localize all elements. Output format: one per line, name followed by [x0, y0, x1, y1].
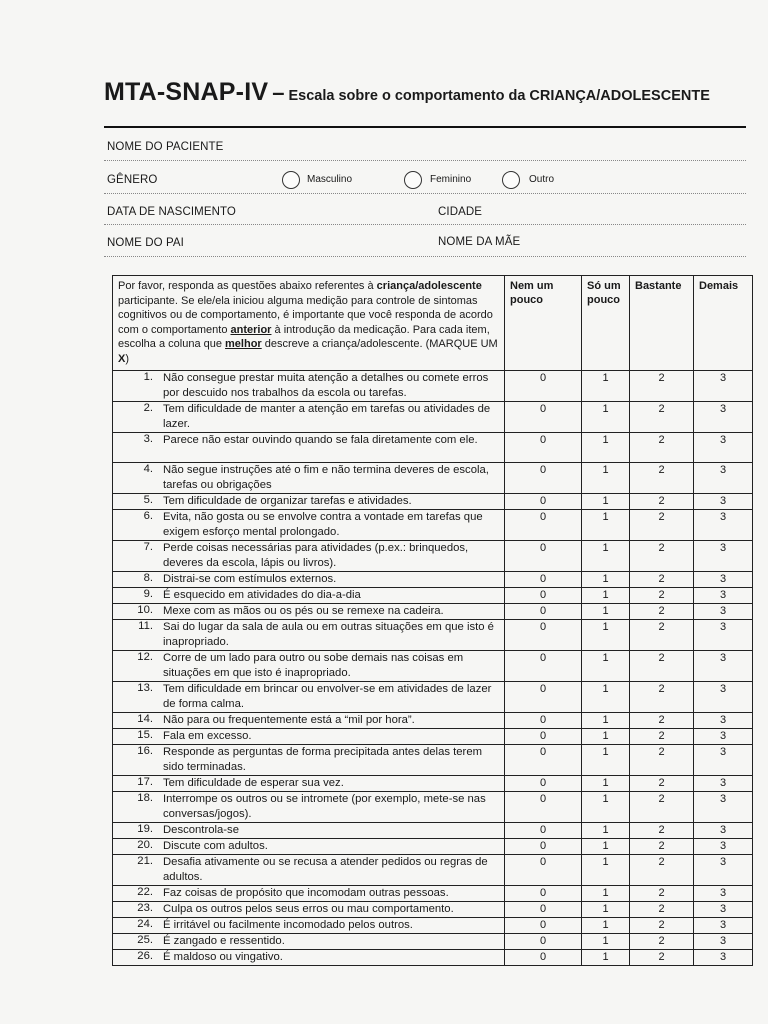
answer-option-3[interactable]: 3 — [694, 432, 753, 462]
answer-option-0[interactable]: 0 — [505, 791, 582, 822]
question-text: Culpa os outros pelos seus erros ou mau comportamento. — [163, 902, 454, 915]
question-cell — [113, 822, 505, 838]
question-number: 23. — [137, 901, 153, 914]
answer-option-3[interactable]: 3 — [694, 744, 753, 775]
question-text: É irritável ou facilmente incomodado pelos outros. — [163, 918, 413, 931]
answer-option-3[interactable]: 3 — [694, 587, 753, 603]
answer-option-1[interactable]: 1 — [582, 901, 630, 917]
gender-line — [104, 193, 746, 194]
answer-option-3[interactable]: 3 — [694, 838, 753, 854]
radio-feminino[interactable] — [404, 171, 422, 189]
answer-option-0[interactable]: 0 — [505, 493, 582, 509]
question-number: 16. — [137, 744, 153, 757]
gender-label: GÊNERO — [107, 174, 158, 186]
header-bastante: Bastante — [630, 276, 694, 371]
question-number: 6. — [143, 509, 153, 522]
question-cell — [113, 854, 505, 885]
answer-option-0[interactable]: 0 — [505, 838, 582, 854]
table-row — [113, 571, 753, 587]
answer-option-0[interactable]: 0 — [505, 681, 582, 712]
answer-option-1[interactable]: 1 — [582, 949, 630, 965]
answer-option-0[interactable]: 0 — [505, 901, 582, 917]
radio-outro[interactable] — [502, 171, 520, 189]
answer-option-0[interactable]: 0 — [505, 885, 582, 901]
answer-option-2[interactable]: 2 — [630, 432, 694, 462]
answer-option-2[interactable]: 2 — [630, 744, 694, 775]
answer-option-3[interactable]: 3 — [694, 370, 753, 401]
answer-option-2[interactable]: 2 — [630, 571, 694, 587]
header-so-um-pouco: Só um pouco — [582, 276, 630, 371]
table-row — [113, 587, 753, 603]
answer-option-3[interactable]: 3 — [694, 775, 753, 791]
answer-option-1[interactable]: 1 — [582, 854, 630, 885]
question-cell — [113, 775, 505, 791]
title-rule — [104, 126, 746, 128]
question-text: Descontrola-se — [163, 823, 239, 836]
answer-option-0[interactable]: 0 — [505, 744, 582, 775]
table-row — [113, 949, 753, 965]
answer-option-0[interactable]: 0 — [505, 775, 582, 791]
table-row — [113, 885, 753, 901]
answer-option-2[interactable]: 2 — [630, 838, 694, 854]
answer-option-2[interactable]: 2 — [630, 949, 694, 965]
answer-option-1[interactable]: 1 — [582, 432, 630, 462]
answer-option-2[interactable]: 2 — [630, 885, 694, 901]
question-text: Distrai-se com estímulos externos. — [163, 572, 337, 585]
question-cell — [113, 619, 505, 650]
answer-option-0[interactable]: 0 — [505, 370, 582, 401]
question-text: Não segue instruções até o fim e não termina deveres de escola, tarefas ou obrigações — [163, 463, 489, 491]
answer-option-1[interactable]: 1 — [582, 838, 630, 854]
question-number: 13. — [137, 681, 153, 694]
question-number: 7. — [143, 540, 153, 553]
answer-option-1[interactable]: 1 — [582, 744, 630, 775]
answer-option-0[interactable]: 0 — [505, 933, 582, 949]
answer-option-1[interactable]: 1 — [582, 493, 630, 509]
question-cell — [113, 650, 505, 681]
title-main: MTA-SNAP-IV — [104, 78, 269, 106]
question-text: Sai do lugar da sala de aula ou em outras situações em que isto é inapropriado. — [163, 620, 494, 648]
answer-option-3[interactable]: 3 — [694, 917, 753, 933]
birth-date-label: DATA DE NASCIMENTO — [107, 206, 236, 218]
question-number: 8. — [143, 571, 153, 584]
answer-option-1[interactable]: 1 — [582, 650, 630, 681]
answer-option-0[interactable]: 0 — [505, 854, 582, 885]
answer-option-0[interactable]: 0 — [505, 917, 582, 933]
question-text: É zangado e ressentido. — [163, 934, 285, 947]
table-row — [113, 370, 753, 401]
table-row — [113, 619, 753, 650]
question-text: Não para ou frequentemente está a “mil por hora”. — [163, 713, 415, 726]
table-row — [113, 822, 753, 838]
question-cell — [113, 401, 505, 432]
answer-option-0[interactable]: 0 — [505, 432, 582, 462]
question-number: 4. — [143, 462, 153, 475]
table-row — [113, 462, 753, 493]
table-row — [113, 681, 753, 712]
table-row — [113, 917, 753, 933]
father-name-label: NOME DO PAI — [107, 237, 184, 249]
answer-option-2[interactable]: 2 — [630, 509, 694, 540]
answer-option-2[interactable]: 2 — [630, 933, 694, 949]
question-text: Corre de um lado para outro ou sobe demais nas coisas em situações em que isto é inapropriado. — [163, 651, 464, 679]
question-cell — [113, 728, 505, 744]
question-text: Desafia ativamente ou se recusa a atender pedidos ou regras de adultos. — [163, 855, 488, 883]
answer-option-2[interactable]: 2 — [630, 370, 694, 401]
question-cell — [113, 571, 505, 587]
answer-option-3[interactable]: 3 — [694, 712, 753, 728]
question-text: Tem dificuldade em brincar ou envolver-se em atividades de lazer de forma calma. — [163, 682, 492, 710]
question-cell — [113, 791, 505, 822]
radio-masculino[interactable] — [282, 171, 300, 189]
answer-option-2[interactable]: 2 — [630, 650, 694, 681]
header-demais: Demais — [694, 276, 753, 371]
question-cell — [113, 917, 505, 933]
question-text: Evita, não gosta ou se envolve contra a vontade em tarefas que exigem esforço mental prolongado. — [163, 510, 483, 538]
question-number: 14. — [137, 712, 153, 725]
answer-option-0[interactable]: 0 — [505, 540, 582, 571]
answer-option-3[interactable]: 3 — [694, 401, 753, 432]
answer-option-3[interactable]: 3 — [694, 493, 753, 509]
table-row — [113, 650, 753, 681]
answer-option-2[interactable]: 2 — [630, 854, 694, 885]
answer-option-1[interactable]: 1 — [582, 822, 630, 838]
answer-option-0[interactable]: 0 — [505, 509, 582, 540]
question-number: 24. — [137, 917, 153, 930]
patient-name-line[interactable] — [104, 160, 746, 161]
question-cell — [113, 933, 505, 949]
table-row — [113, 933, 753, 949]
city-label: CIDADE — [438, 206, 483, 218]
table-row — [113, 509, 753, 540]
answer-option-2[interactable]: 2 — [630, 728, 694, 744]
question-text: Mexe com as mãos ou os pés ou se remexe na cadeira. — [163, 604, 444, 617]
question-cell — [113, 509, 505, 540]
question-text: Fala em excesso. — [163, 729, 252, 742]
table-row — [113, 493, 753, 509]
answer-option-1[interactable]: 1 — [582, 587, 630, 603]
answer-option-3[interactable]: 3 — [694, 619, 753, 650]
table-row — [113, 791, 753, 822]
answer-option-0[interactable]: 0 — [505, 822, 582, 838]
instructions-cell: Por favor, responda as questões abaixo referentes à criança/adolescente participante. Se ele/ela iniciou alguma medição para controle de sintomas cognitivos ou de comportamento, é importante que você responda de acordo com o comportamento anterior à introdução da medicação. Para cada item, escolha a coluna que melhor descreve a criança/adolescente. (MARQUE UM X) — [113, 276, 505, 371]
question-number: 1. — [143, 370, 153, 383]
answer-option-3[interactable]: 3 — [694, 949, 753, 965]
answer-option-3[interactable]: 3 — [694, 681, 753, 712]
question-number: 3. — [143, 432, 153, 445]
question-number: 9. — [143, 587, 153, 600]
answer-option-2[interactable]: 2 — [630, 587, 694, 603]
answer-option-1[interactable]: 1 — [582, 571, 630, 587]
question-number: 2. — [143, 401, 153, 414]
answer-option-2[interactable]: 2 — [630, 917, 694, 933]
question-cell — [113, 462, 505, 493]
question-text: Não consegue prestar muita atenção a detalhes ou comete erros por descuido nos trabalhos da escola ou tarefas. — [163, 371, 489, 399]
question-number: 17. — [137, 775, 153, 788]
answer-option-3[interactable]: 3 — [694, 462, 753, 493]
answer-option-2[interactable]: 2 — [630, 540, 694, 571]
answer-option-1[interactable]: 1 — [582, 933, 630, 949]
question-cell — [113, 949, 505, 965]
question-cell — [113, 901, 505, 917]
question-number: 5. — [143, 493, 153, 506]
answer-option-1[interactable]: 1 — [582, 775, 630, 791]
answer-option-3[interactable]: 3 — [694, 650, 753, 681]
header-nem-um-pouco: Nem um pouco — [505, 276, 582, 371]
answer-option-1[interactable]: 1 — [582, 509, 630, 540]
question-cell — [113, 432, 505, 462]
answer-option-2[interactable]: 2 — [630, 681, 694, 712]
answer-option-1[interactable]: 1 — [582, 885, 630, 901]
answer-option-1[interactable]: 1 — [582, 540, 630, 571]
question-text: Tem dificuldade de organizar tarefas e atividades. — [163, 494, 412, 507]
question-number: 22. — [137, 885, 153, 898]
question-text: Perde coisas necessárias para atividades (p.ex.: brinquedos, deveres da escola, lápis ou livros). — [163, 541, 469, 569]
answer-option-0[interactable]: 0 — [505, 462, 582, 493]
question-number: 20. — [137, 838, 153, 851]
answer-option-1[interactable]: 1 — [582, 681, 630, 712]
table-row — [113, 603, 753, 619]
answer-option-0[interactable]: 0 — [505, 728, 582, 744]
option-feminino-label: Feminino — [430, 174, 472, 185]
question-cell — [113, 838, 505, 854]
answer-option-0[interactable]: 0 — [505, 587, 582, 603]
answer-option-3[interactable]: 3 — [694, 822, 753, 838]
question-number: 26. — [137, 949, 153, 962]
questionnaire-table — [112, 275, 753, 966]
questions-body — [113, 370, 753, 965]
answer-option-2[interactable]: 2 — [630, 462, 694, 493]
question-text: Discute com adultos. — [163, 839, 268, 852]
question-cell — [113, 493, 505, 509]
answer-option-1[interactable]: 1 — [582, 917, 630, 933]
option-outro-label: Outro — [529, 174, 555, 185]
question-number: 12. — [137, 650, 153, 663]
answer-option-1[interactable]: 1 — [582, 462, 630, 493]
answer-option-3[interactable]: 3 — [694, 603, 753, 619]
form-title — [104, 78, 710, 107]
question-text: Tem dificuldade de esperar sua vez. — [163, 776, 344, 789]
question-number: 21. — [137, 854, 153, 867]
question-text: É esquecido em atividades do dia-a-dia — [163, 588, 361, 601]
question-cell — [113, 370, 505, 401]
answer-option-1[interactable]: 1 — [582, 619, 630, 650]
answer-option-0[interactable]: 0 — [505, 650, 582, 681]
question-text: Responde as perguntas de forma precipitada antes delas terem sido terminadas. — [163, 745, 483, 773]
answer-option-2[interactable]: 2 — [630, 775, 694, 791]
answer-option-3[interactable]: 3 — [694, 854, 753, 885]
title-subtitle: Escala sobre o comportamento da CRIANÇA/ADOLESCENTE — [288, 88, 710, 104]
answer-option-3[interactable]: 3 — [694, 509, 753, 540]
answer-option-3[interactable]: 3 — [694, 728, 753, 744]
question-number: 18. — [137, 791, 153, 804]
answer-option-0[interactable]: 0 — [505, 571, 582, 587]
question-cell — [113, 885, 505, 901]
question-text: Parece não estar ouvindo quando se fala diretamente com ele. — [163, 433, 478, 446]
answer-option-1[interactable]: 1 — [582, 728, 630, 744]
title-dash: – — [272, 80, 285, 105]
question-text: Faz coisas de propósito que incomodam outras pessoas. — [163, 886, 449, 899]
question-cell — [113, 744, 505, 775]
answer-option-3[interactable]: 3 — [694, 933, 753, 949]
question-text: Interrompe os outros ou se intromete (por exemplo, mete-se nas conversas/jogos). — [163, 792, 486, 820]
question-number: 10. — [137, 603, 153, 616]
question-text: Tem dificuldade de manter a atenção em tarefas ou atividades de lazer. — [163, 402, 491, 430]
question-number: 19. — [137, 822, 153, 835]
table-row — [113, 854, 753, 885]
answer-option-0[interactable]: 0 — [505, 949, 582, 965]
answer-option-2[interactable]: 2 — [630, 791, 694, 822]
parents-line[interactable] — [104, 256, 746, 257]
question-number: 25. — [137, 933, 153, 946]
answer-option-1[interactable]: 1 — [582, 370, 630, 401]
birth-city-line[interactable] — [104, 224, 746, 225]
answer-option-2[interactable]: 2 — [630, 493, 694, 509]
mother-name-label: NOME DA MÃE — [438, 236, 521, 248]
answer-option-1[interactable]: 1 — [582, 603, 630, 619]
answer-option-3[interactable]: 3 — [694, 885, 753, 901]
answer-option-3[interactable]: 3 — [694, 571, 753, 587]
answer-option-1[interactable]: 1 — [582, 791, 630, 822]
table-row — [113, 401, 753, 432]
answer-option-0[interactable]: 0 — [505, 619, 582, 650]
answer-option-2[interactable]: 2 — [630, 822, 694, 838]
question-number: 11. — [138, 619, 153, 632]
answer-option-2[interactable]: 2 — [630, 712, 694, 728]
answer-option-2[interactable]: 2 — [630, 603, 694, 619]
table-row — [113, 728, 753, 744]
answer-option-3[interactable]: 3 — [694, 901, 753, 917]
answer-option-2[interactable]: 2 — [630, 901, 694, 917]
question-cell — [113, 681, 505, 712]
answer-option-3[interactable]: 3 — [694, 791, 753, 822]
question-cell — [113, 587, 505, 603]
answer-option-0[interactable]: 0 — [505, 603, 582, 619]
question-number: 15. — [137, 728, 153, 741]
table-row — [113, 838, 753, 854]
answer-option-0[interactable]: 0 — [505, 712, 582, 728]
question-cell — [113, 540, 505, 571]
answer-option-0[interactable]: 0 — [505, 401, 582, 432]
table-row — [113, 712, 753, 728]
answer-option-1[interactable]: 1 — [582, 401, 630, 432]
table-row — [113, 901, 753, 917]
table-row — [113, 540, 753, 571]
patient-name-label: NOME DO PACIENTE — [107, 141, 224, 153]
table-row — [113, 775, 753, 791]
question-text: É maldoso ou vingativo. — [163, 950, 283, 963]
answer-option-2[interactable]: 2 — [630, 619, 694, 650]
option-masculino-label: Masculino — [307, 174, 353, 185]
answer-option-2[interactable]: 2 — [630, 401, 694, 432]
table-row — [113, 744, 753, 775]
table-header-row — [113, 276, 753, 371]
question-cell — [113, 603, 505, 619]
answer-option-1[interactable]: 1 — [582, 712, 630, 728]
table-row — [113, 432, 753, 462]
answer-option-3[interactable]: 3 — [694, 540, 753, 571]
question-cell — [113, 712, 505, 728]
